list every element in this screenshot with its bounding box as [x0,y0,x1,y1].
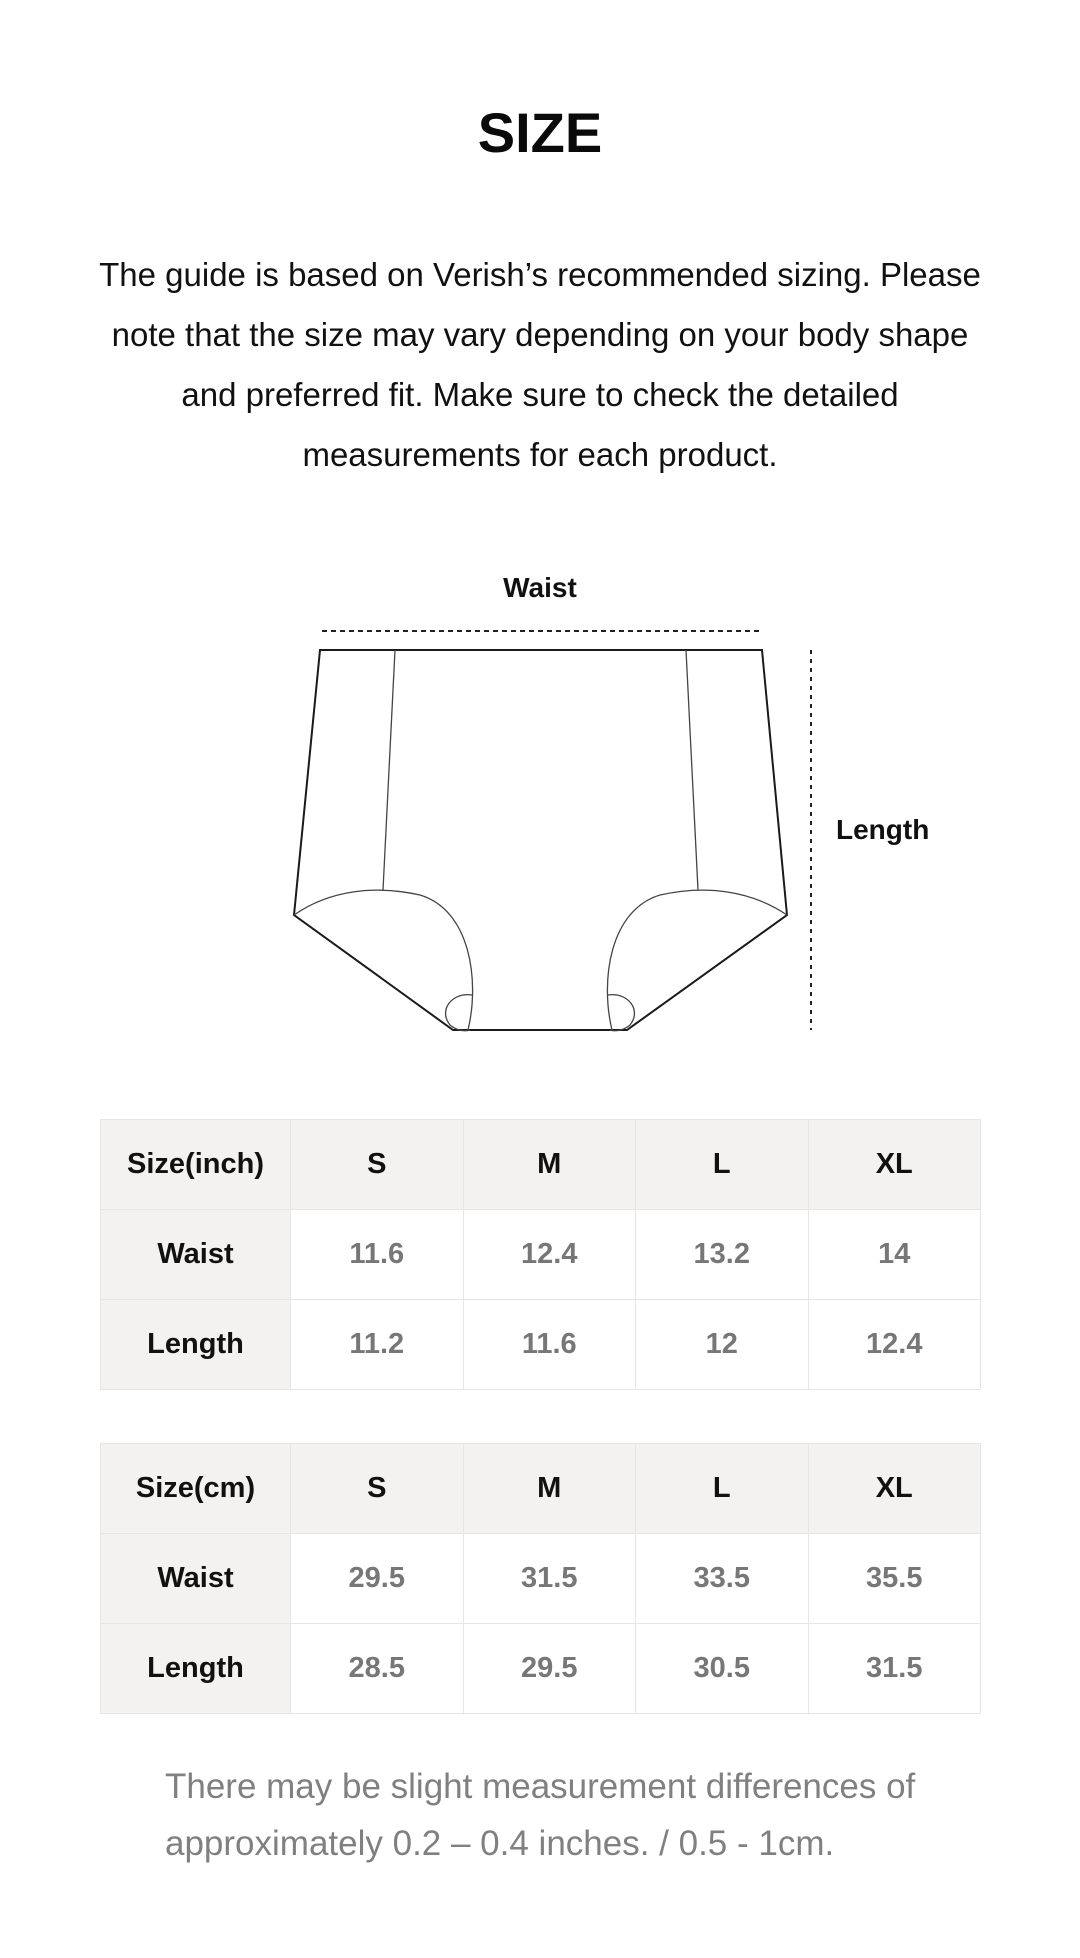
page-title: SIZE [477,101,603,164]
table-cell: 12.4 [463,1210,636,1300]
size-table-inch [100,1119,981,1390]
table-header-cell: M [463,1120,636,1210]
table-cell: 11.2 [291,1300,464,1390]
table-header-cell: XL [808,1444,981,1534]
row-label: Length [101,1300,291,1390]
table-header-cell: S [291,1444,464,1534]
row-label: Waist [101,1210,291,1300]
table-header-cell: L [636,1444,809,1534]
size-guide-intro: The guide is based on Verish’s recommended sizing. Please note that the size may vary depending on your body shape and preferred fit. Make sure to check the detailed measurements for each product. [99,256,981,473]
length-label: Length [836,814,930,845]
table-row [101,1624,981,1714]
table-header-cell: L [636,1120,809,1210]
measurement-note: There may be slight measurement differences of approximately 0.2 – 0.4 inches. / 0.5 - 1cm. [165,1767,916,1863]
table-header-row [101,1120,981,1210]
table-header-cell: Size(inch) [101,1120,291,1210]
row-label: Waist [101,1534,291,1624]
left-seam [383,650,395,890]
table-cell: 11.6 [291,1210,464,1300]
right-seam [686,650,698,890]
table-header-cell: XL [808,1120,981,1210]
table-cell: 13.2 [636,1210,809,1300]
briefs-outline-icon [0,560,1080,1060]
left-gusset [446,995,472,1031]
table-cell: 31.5 [808,1624,981,1714]
table-cell: 30.5 [636,1624,809,1714]
table-header-cell: Size(cm) [101,1444,291,1534]
table-header-cell: S [291,1120,464,1210]
table-header-cell: M [463,1444,636,1534]
table-cell: 11.6 [463,1300,636,1390]
table-cell: 33.5 [636,1534,809,1624]
garment-outline [294,650,787,1030]
table-cell: 29.5 [463,1624,636,1714]
table-row [101,1300,981,1390]
row-label: Length [101,1624,291,1714]
table-header-row [101,1444,981,1534]
table-cell: 28.5 [291,1624,464,1714]
table-cell: 35.5 [808,1534,981,1624]
size-table-cm [100,1443,981,1714]
table-row [101,1534,981,1624]
garment-diagram [0,560,1080,1060]
table-cell: 12.4 [808,1300,981,1390]
table-cell: 31.5 [463,1534,636,1624]
table-cell: 29.5 [291,1534,464,1624]
table-cell: 14 [808,1210,981,1300]
table-row [101,1210,981,1300]
waist-label: Waist [503,572,577,603]
right-gusset [608,995,634,1031]
table-cell: 12 [636,1300,809,1390]
